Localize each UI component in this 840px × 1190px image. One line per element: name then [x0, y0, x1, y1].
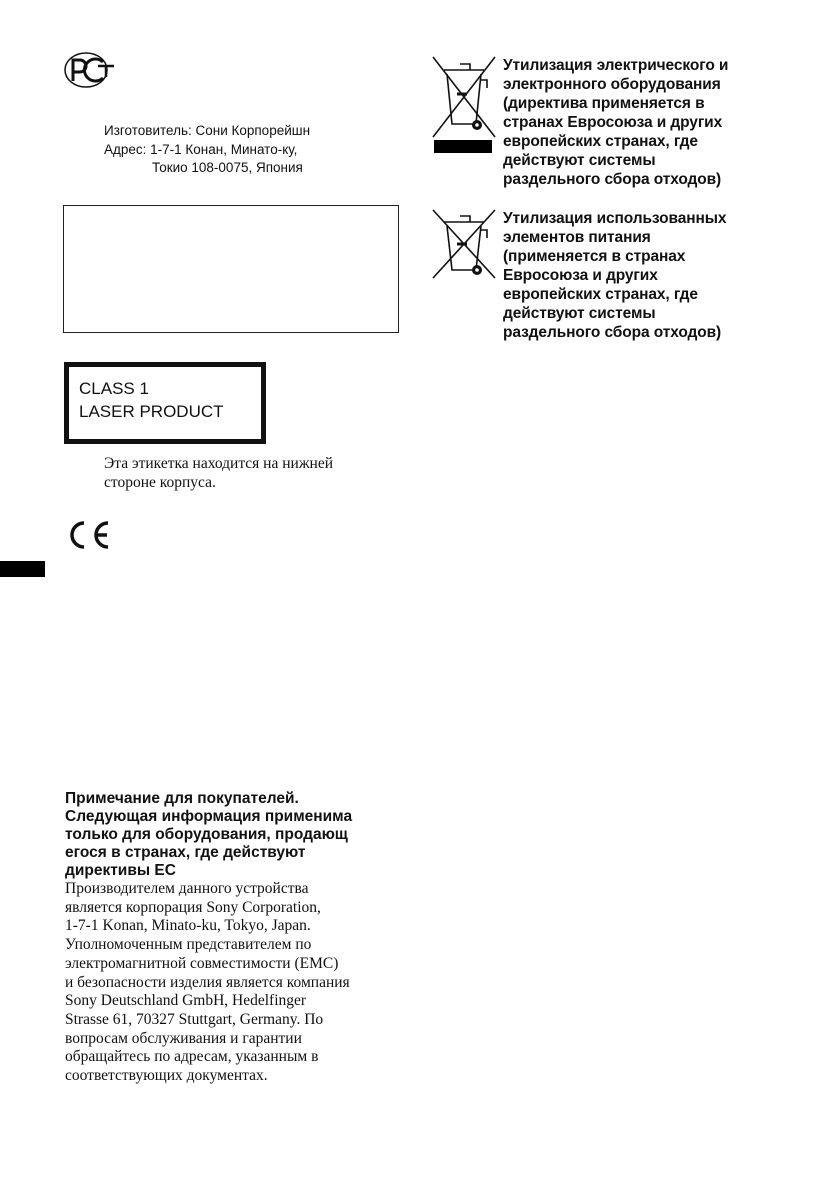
label-location-note — [104, 454, 333, 492]
manufacturer-info — [104, 122, 310, 178]
heading-line: директивы ЕС — [65, 862, 176, 879]
page-tab-marker — [0, 561, 45, 577]
crossed-bin-icon — [430, 54, 498, 140]
body-line: Strasse 61, 70327 Stuttgart, Germany. По — [65, 1010, 324, 1028]
body-line: Производителем данного устройства — [65, 880, 309, 897]
weee-line: Утилизация электрического и — [503, 57, 729, 74]
laser-product: LASER PRODUCT — [79, 402, 224, 421]
weee-line: европейских странах, где — [503, 133, 698, 150]
battery-line: Утилизация использованных — [503, 210, 727, 227]
battery-line: раздельного сбора отходов) — [503, 324, 722, 341]
body-line: соответствующих документах. — [65, 1067, 268, 1085]
empty-frame — [63, 205, 399, 333]
weee-text — [503, 56, 728, 189]
address-line: Токио 108-0075, Япония — [152, 160, 303, 175]
laser-class-label — [64, 362, 266, 444]
battery-line: действуют системы — [503, 305, 656, 322]
battery-text — [503, 209, 726, 342]
gost-r-logo — [62, 50, 122, 90]
note-line: Эта этикетка находится на нижней — [104, 455, 334, 472]
weee-line: электронного оборудования — [503, 76, 721, 93]
laser-class: CLASS 1 — [79, 379, 149, 398]
note-line: стороне корпуса. — [104, 474, 216, 491]
battery-line: (применяется в странах — [503, 248, 686, 265]
heading-line: Примечание для покупателей. — [65, 790, 299, 807]
body-line: вопросам обслуживания и гарантии — [65, 1029, 302, 1047]
weee-line: раздельного сбора отходов) — [503, 171, 722, 188]
body-line: электромагнитной совместимости (EMC) — [65, 954, 339, 972]
body-line: является корпорация Sony Corporation, — [65, 898, 321, 916]
body-line: и безопасности изделия является компания — [65, 973, 350, 991]
ce-mark-icon — [64, 520, 114, 550]
heading-line: егося в странах, где действуют — [65, 844, 306, 861]
body-line: обращайтесь по адресам, указанным в — [65, 1048, 319, 1066]
battery-line: элементов питания — [503, 229, 651, 246]
weee-line: (директива применяется в — [503, 95, 705, 112]
body-line: Уполномоченным представителем по — [65, 936, 312, 954]
body-line: Sony Deutschland GmbH, Hedelfinger — [65, 992, 307, 1010]
address-line: Адрес: 1-7-1 Конан, Минато-ку, — [104, 141, 298, 157]
heading-line: Следующая информация применима — [65, 808, 353, 825]
battery-line: европейских странах, где — [503, 286, 698, 303]
crossed-bin-icon — [430, 208, 498, 280]
eu-note-body — [65, 880, 350, 1086]
manufacturer-line: Изготовитель: Сони Корпорейшн — [104, 123, 311, 138]
eu-note-heading — [65, 790, 352, 880]
weee-date-bar — [434, 140, 492, 153]
weee-line: странах Евросоюза и других — [503, 114, 723, 131]
body-line: 1-7-1 Konan, Minato-ku, Tokyo, Japan. — [65, 917, 311, 935]
heading-line: только для оборудования, продающ — [65, 826, 348, 843]
battery-line: Евросоюза и других — [503, 267, 658, 284]
weee-line: действуют системы — [503, 152, 656, 169]
